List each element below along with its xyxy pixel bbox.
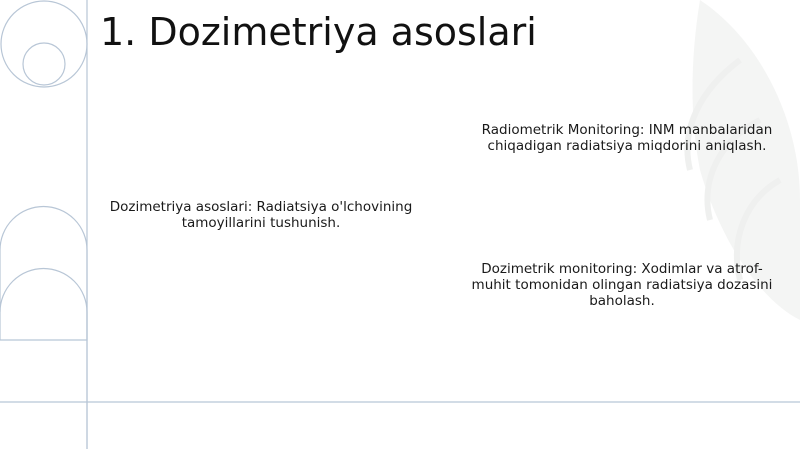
slide-title: 1. Dozimetriya asoslari bbox=[100, 10, 537, 54]
text-block-dosimetric-monitoring: Dozimetrik monitoring: Xodimlar va atrof-muhit tomonidan olingan radiatsiya dozasini baholash. bbox=[471, 261, 773, 309]
decor-circle-large bbox=[1, 1, 87, 87]
decor-arch-upper bbox=[0, 207, 87, 341]
text-block-radiometric-monitoring: Radiometrik Monitoring: INM manbalaridan chiqadigan radiatsiya miqdorini aniqlash. bbox=[481, 122, 773, 154]
decor-circle-small bbox=[23, 43, 65, 85]
text-block-dosimetry-basics: Dozimetriya asoslari: Radiatsiya o'lchovining tamoyillarini tushunish. bbox=[109, 199, 413, 231]
decor-arch-lower bbox=[0, 269, 87, 449]
